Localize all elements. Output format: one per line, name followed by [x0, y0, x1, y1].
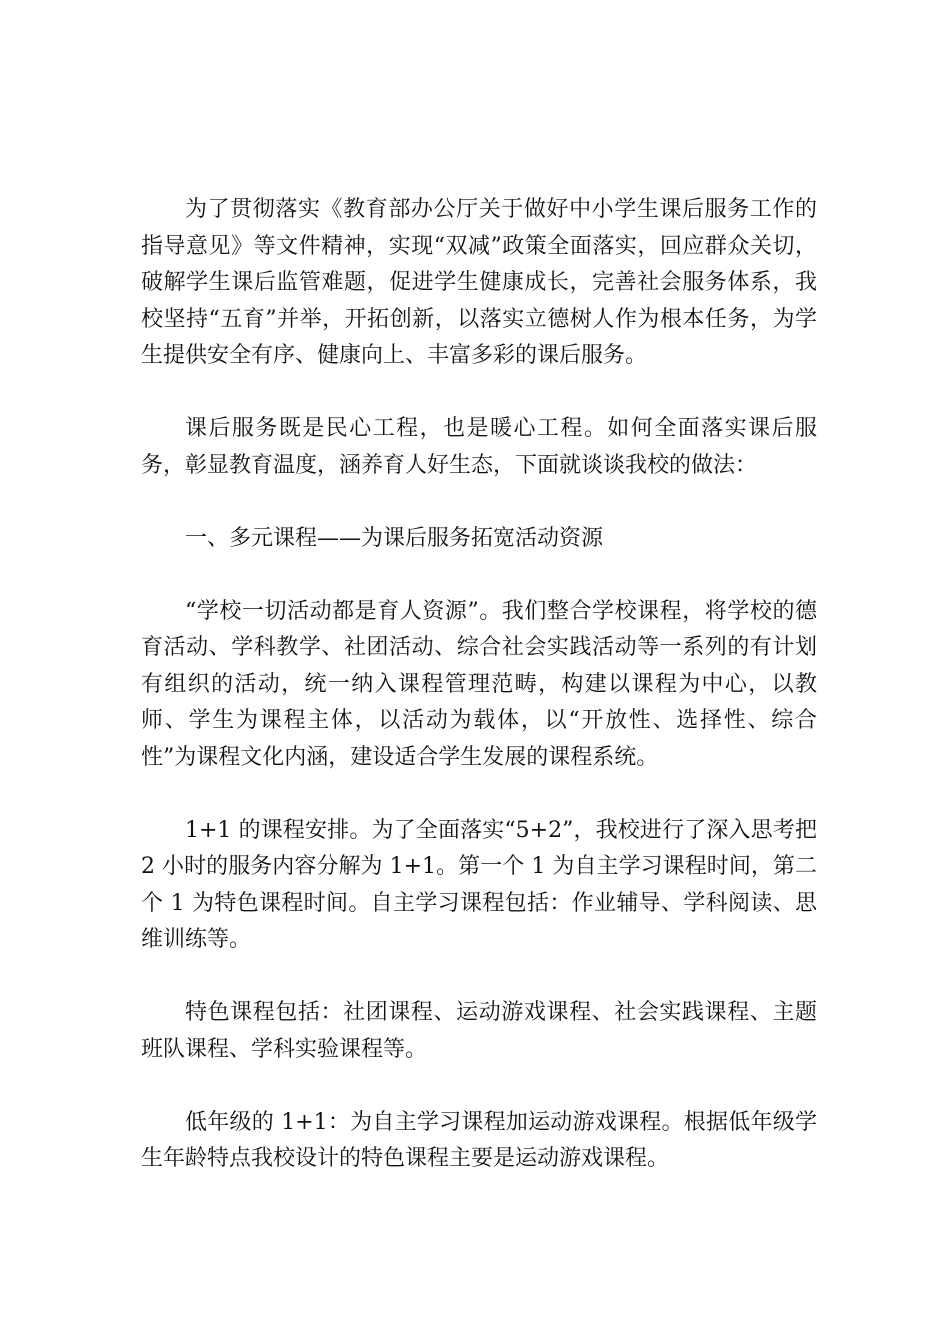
curriculum-paragraph: “学校一切活动都是育人资源”。我们整合学校课程，将学校的德育活动、学科教学、社团活动、综合社会实践活动等一系列的有计划有组织的活动，统一纳入课程管理范畴，构建以课程为中心，以教师、学生为课程主体，以活动为载体，以“开放性、选择性、综合性”为课程文化内涵，建设适合学生发展的课程系统。 [141, 598, 817, 770]
lower-grade-paragraph: 低年级的 1+1：为自主学习课程加运动游戏课程。根据低年级学生年龄特点我校设计的特色课程主要是运动游戏课程。 [141, 1109, 817, 1171]
intro-paragraph: 为了贯彻落实《教育部办公厅关于做好中小学生课后服务工作的指导意见》等文件精神，实现“双减”政策全面落实，回应群众关切，破解学生课后监管难题，促进学生健康成长，完善社会服务体系，我校坚持“五育”并举，开拓创新，以落实立德树人作为根本任务，为学生提供安全有序、健康向上、丰富多彩的课后服务。 [141, 197, 817, 368]
schedule-paragraph: 1+1 的课程安排。为了全面落实“5+2”，我校进行了深入思考把 2 小时的服务内容分解为 1+1。第一个 1 为自主学习课程时间，第二个 1 为特色课程时间。自主学习课程包括：作业辅导、学科阅读、思维训练等。 [141, 817, 817, 952]
document-body [141, 192, 817, 1214]
section-heading-1: 一、多元课程——为课后服务拓宽活动资源 [185, 525, 604, 551]
overview-paragraph: 课后服务既是民心工程，也是暖心工程。如何全面落实课后服务，彰显教育温度，涵养育人好生态，下面就谈谈我校的做法： [141, 416, 817, 478]
special-courses-paragraph: 特色课程包括：社团课程、运动游戏课程、社会实践课程、主题班队课程、学科实验课程等。 [141, 1000, 817, 1062]
